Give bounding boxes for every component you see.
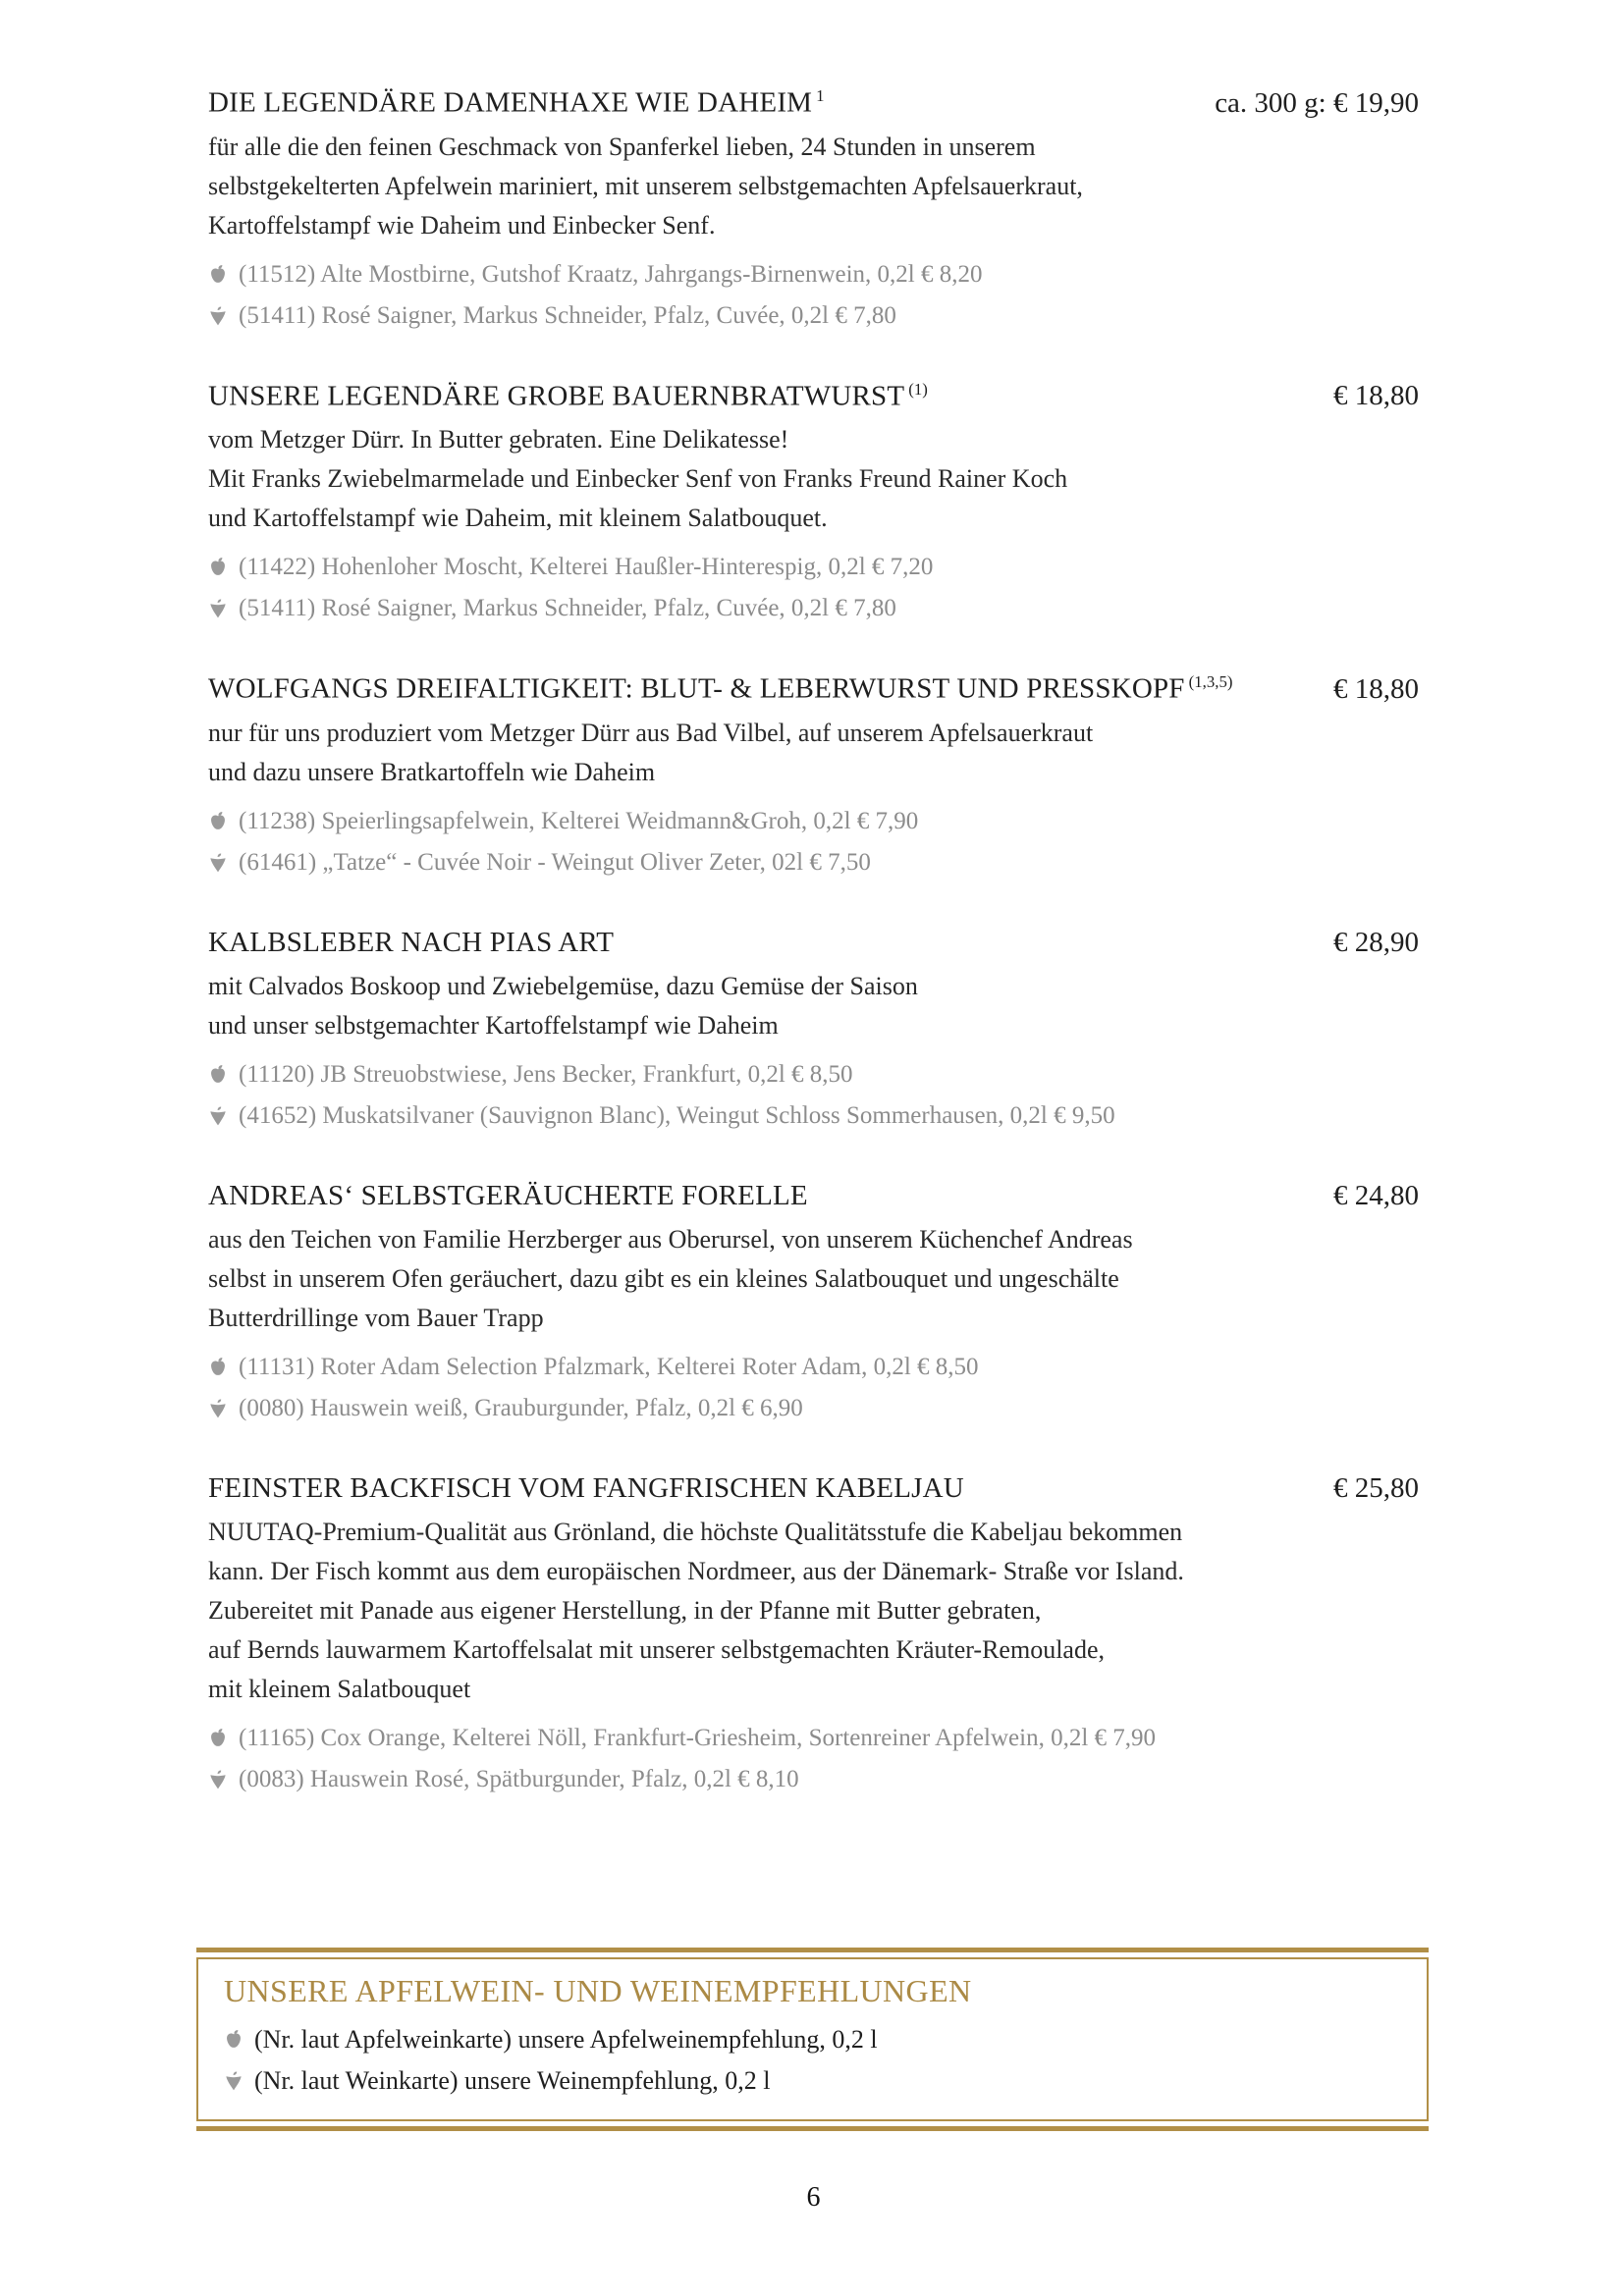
description-line: Mit Franks Zwiebelmarmelade und Einbecker Senf von Franks Freund Rainer Koch — [208, 464, 1068, 494]
apple-icon — [208, 1357, 228, 1378]
menu-item-header — [208, 86, 1419, 120]
apfelwein-recommendation — [208, 547, 1419, 588]
footnote-marker: (1) — [908, 379, 928, 399]
description-line: vom Metzger Dürr. In Butter gebraten. Eine Delikatesse! — [208, 425, 789, 454]
recommendation-box-inner — [196, 1957, 1429, 2121]
menu-item-title: UNSERE LEGENDÄRE GROBE BAUERNBRATWURST $^{(1)}$ — [208, 379, 928, 412]
description-line: aus den Teichen von Familie Herzberger aus Oberursel, von unserem Küchenchef Andreas — [208, 1224, 1133, 1254]
grape-icon — [208, 1398, 228, 1419]
wein-recommendation-text: (51411) Rosé Saigner, Markus Schneider, Pfalz, Cuvée, 0,2l € 7,80 — [239, 301, 896, 329]
apfelwein-recommendation-text: (11131) Roter Adam Selection Pfalzmark, Kelterei Roter Adam, 0,2l € 8,50 — [239, 1353, 979, 1380]
menu-items — [208, 86, 1419, 1800]
description-line: Kartoffelstampf wie Daheim und Einbecker Senf. — [208, 210, 716, 240]
menu-item-price: € 24,80 — [1333, 1179, 1419, 1211]
apfelwein-recommendation-text: (11512) Alte Mostbirne, Gutshof Kraatz, Jahrgangs-Birnenwein, 0,2l € 8,20 — [239, 260, 983, 288]
description-line: selbstgekelterten Apfelwein mariniert, mit unserem selbstgemachten Apfelsauerkraut, — [208, 171, 1083, 200]
apple-icon — [208, 557, 228, 578]
wein-recommendation-text: (51411) Rosé Saigner, Markus Schneider, Pfalz, Cuvée, 0,2l € 7,80 — [239, 595, 896, 622]
grape-icon — [208, 1769, 228, 1790]
apfelwein-recommendation-text: (11422) Hohenloher Moscht, Kelterei Haußler-Hinterespig, 0,2l € 7,20 — [239, 554, 934, 581]
menu-item — [208, 1472, 1419, 1800]
grape-icon — [224, 2070, 244, 2092]
apfelwein-recommendation — [208, 801, 1419, 842]
description-line: NUUTAQ-Premium-Qualität aus Grönland, die höchste Qualitätsstufe die Kabeljau bekommen — [208, 1517, 1183, 1546]
page-number: 6 — [806, 2181, 821, 2213]
recommendation-box-title: UNSERE APFELWEIN- UND WEINEMPFEHLUNGEN — [224, 1972, 972, 2008]
wein-legend-text: (Nr. laut Weinkarte) unsere Weinempfehlung, 0,2 l — [254, 2065, 771, 2095]
wein-recommendation-text: (0080) Hauswein weiß, Grauburgunder, Pfalz, 0,2l € 6,90 — [239, 1394, 803, 1421]
apfelwein-recommendation-text: (11238) Speierlingsapfelwein, Kelterei Weidmann&Groh, 0,2l € 7,90 — [239, 807, 919, 834]
apfelwein-recommendation — [208, 1718, 1419, 1759]
menu-item-header — [208, 380, 1419, 413]
description-line: selbst in unserem Ofen geräuchert, dazu gibt es ein kleines Salatbouquet und ungeschälte — [208, 1263, 1119, 1293]
wein-recommendation — [208, 1388, 1419, 1429]
grape-icon — [208, 1105, 228, 1127]
menu-item-price: € 25,80 — [1333, 1471, 1419, 1504]
menu-item — [208, 380, 1419, 630]
menu-item — [208, 86, 1419, 337]
menu-item-description — [208, 1220, 1419, 1338]
menu-item-price: € 18,80 — [1333, 380, 1419, 412]
description-line: und Kartoffelstampf wie Daheim, mit kleinem Salatbouquet. — [208, 504, 828, 533]
footnote-marker: (1,3,5) — [1188, 672, 1233, 692]
apfelwein-recommendation — [208, 1054, 1419, 1095]
description-line: und dazu unsere Bratkartoffeln wie Daheim — [208, 757, 656, 786]
grape-icon — [208, 598, 228, 619]
apfelwein-legend-text: (Nr. laut Apfelweinkarte) unsere Apfelweinempfehlung, 0,2 l — [254, 2024, 878, 2054]
menu-item-description — [208, 420, 1419, 538]
menu-item-description — [208, 128, 1419, 245]
menu-item-title: FEINSTER BACKFISCH VOM FANGFRISCHEN KABELJAU — [208, 1471, 964, 1504]
apple-icon — [208, 1064, 228, 1086]
wein-recommendation-text: (0083) Hauswein Rosé, Spätburgunder, Pfalz, 0,2l € 8,10 — [239, 1765, 799, 1792]
apfelwein-recommendation-text: (11120) JB Streuobstwiese, Jens Becker, Frankfurt, 0,2l € 8,50 — [239, 1060, 853, 1088]
menu-item-price: € 28,90 — [1333, 926, 1419, 958]
menu-item-price: ca. 300 g: € 19,90 — [1215, 86, 1419, 119]
menu-item-header — [208, 672, 1419, 706]
menu-item-price: € 18,80 — [1333, 672, 1419, 705]
wein-recommendation — [208, 1095, 1419, 1137]
menu-item-header — [208, 1472, 1419, 1505]
description-line: Butterdrillinge vom Bauer Trapp — [208, 1303, 544, 1332]
wein-recommendation — [208, 295, 1419, 337]
menu-item-title: DIE LEGENDÄRE DAMENHAXE WIE DAHEIM $^1$ — [208, 86, 825, 119]
menu-item-title: KALBSLEBER NACH PIAS ART — [208, 926, 615, 958]
wein-recommendation — [208, 842, 1419, 883]
description-line: nur für uns produziert vom Metzger Dürr aus Bad Vilbel, auf unserem Apfelsauerkraut — [208, 718, 1094, 747]
apple-icon — [208, 264, 228, 286]
menu-item — [208, 1180, 1419, 1429]
apfelwein-legend-row — [224, 2019, 1401, 2060]
menu-item-description — [208, 1513, 1419, 1709]
menu-item-description — [208, 714, 1419, 792]
wein-recommendation-text: (41652) Muskatsilvaner (Sauvignon Blanc), Weingut Schloss Sommerhausen, 0,2l € 9,50 — [239, 1101, 1115, 1129]
description-line: Zubereitet mit Panade aus eigener Herstellung, in der Pfanne mit Butter gebraten, — [208, 1595, 1042, 1625]
description-line: auf Bernds lauwarmem Kartoffelsalat mit unserer selbstgemachten Kräuter-Remoulade, — [208, 1634, 1105, 1664]
wein-recommendation — [208, 588, 1419, 629]
description-line: kann. Der Fisch kommt aus dem europäischen Nordmeer, aus der Dänemark- Straße vor Island. — [208, 1556, 1184, 1585]
description-line: mit kleinem Salatbouquet — [208, 1674, 471, 1703]
apple-icon — [224, 2029, 244, 2051]
recommendation-box — [196, 1948, 1429, 2131]
menu-item-description — [208, 967, 1419, 1045]
menu-item-header — [208, 1180, 1419, 1212]
menu-item — [208, 672, 1419, 883]
menu-item-title: WOLFGANGS DREIFALTIGKEIT: BLUT- & LEBERWURST UND PRESSKOPF $^{(1,3,5)}$ — [208, 672, 1233, 705]
grape-icon — [208, 852, 228, 874]
menu-item — [208, 927, 1419, 1137]
menu-item-title: ANDREAS‘ SELBSTGERÄUCHERTE FORELLE — [208, 1179, 808, 1211]
apfelwein-recommendation — [208, 254, 1419, 295]
apfelwein-recommendation-text: (11165) Cox Orange, Kelterei Nöll, Frankfurt-Griesheim, Sortenreiner Apfelwein, 0,2l € 7,90 — [239, 1724, 1157, 1751]
menu-item-header — [208, 927, 1419, 959]
wein-recommendation-text: (61461) „Tatze“ - Cuvée Noir - Weingut Oliver Zeter, 02l € 7,50 — [239, 848, 871, 876]
wein-recommendation — [208, 1759, 1419, 1800]
footnote-marker: 1 — [816, 86, 825, 105]
apple-icon — [208, 1728, 228, 1749]
wein-legend-row — [224, 2060, 1401, 2102]
description-line: für alle die den feinen Geschmack von Spanferkel lieben, 24 Stunden in unserem — [208, 132, 1036, 161]
description-line: mit Calvados Boskoop und Zwiebelgemüse, dazu Gemüse der Saison — [208, 971, 918, 1000]
grape-icon — [208, 305, 228, 327]
apple-icon — [208, 811, 228, 832]
apfelwein-recommendation — [208, 1347, 1419, 1388]
description-line: und unser selbstgemachter Kartoffelstampf wie Daheim — [208, 1010, 779, 1040]
